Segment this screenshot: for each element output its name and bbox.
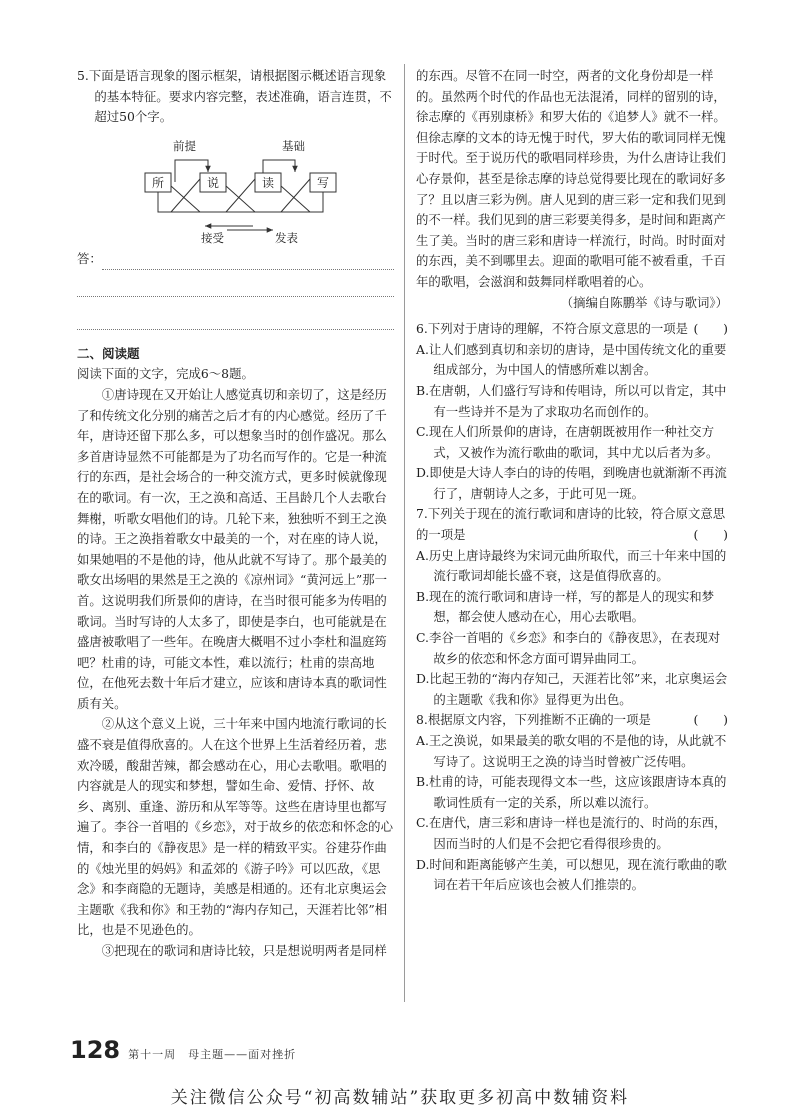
option-a: A.历史上唐诗最终为宋词元曲所取代，而三十年来中国的流行歌词却能长盛不衰，这是值得欣喜的。 — [416, 547, 727, 584]
question-5-stem: 5.下面是语言现象的图示框架，请根据图示概述语言现象的基本特征。要求内容完整，表述准确，语言连贯，不超过50个字。 — [77, 68, 392, 125]
passage-source: （摘编自陈鹏举《诗与歌词》） — [560, 294, 728, 310]
answer-label: 答： — [77, 251, 102, 267]
option-c: C.现在人们所景仰的唐诗，在唐朝既被用作一种社交方式，又被作为流行歌曲的歌词，其中尤以后者为多。 — [416, 424, 719, 460]
diagram-cross-line — [281, 186, 310, 212]
option-b: B.在唐朝，人们盛行写诗和传唱诗，所以可以肯定，其中有一些诗并不是为了求取功名而创作的。 — [416, 382, 727, 419]
diagram-label-premise: 前提 — [173, 138, 196, 153]
watermark-text: 关注微信公众号“初高数辅站”获取更多初高中数辅资料 — [170, 1088, 630, 1108]
diagram-label-receive: 接受 — [201, 230, 224, 244]
passage-paragraph-3-start: ③把现在的歌词和唐诗比较，只是想说明两者是同样 — [101, 943, 387, 958]
option-a: A.让人们感到真切和亲切的唐诗，是中国传统文化的重要组成部分，为中国人的情感所难以割舍。 — [416, 341, 727, 378]
answer-line[interactable] — [77, 244, 394, 270]
answer-bracket[interactable]: ( ) — [693, 712, 728, 728]
page-footer — [70, 1036, 296, 1064]
diagram-cross-line — [281, 179, 310, 212]
diagram-cross-line — [226, 179, 255, 212]
answer-bracket[interactable]: ( ) — [693, 321, 728, 337]
diagram-cross-line — [226, 186, 255, 212]
question-stem: 6.下列对于唐诗的理解，不符合原文意思的一项是 ( ) — [416, 319, 728, 340]
section-instruction: 阅读下面的文字，完成6～8题。 — [77, 366, 254, 382]
question-stem: 8.根据原文内容，下列推断不正确的一项是 ( ) — [416, 710, 728, 731]
diagram-box-listen-text: 所 — [152, 175, 165, 190]
answer-line[interactable] — [77, 270, 394, 297]
left-column — [77, 66, 394, 962]
diagram-cross-line — [171, 179, 200, 212]
option-d: D.时间和距离能够产生美，可以想见，现在流行歌曲的歌词在若干年后应该也会被人们推崇的。 — [416, 856, 727, 893]
passage-paragraph-2: ②从这个意义上说，三十年来中国内地流行歌词的长盛不衰是值得欣喜的。人在这个世界上生活着经历着，悲欢冷暖，酸甜苦辣，都会感动在心，用心去歌唱。歌唱的内容就是人的现实和梦想，譬如生命、爱情、抒怀、故乡、离别、重逢、游历和从军等等。这些在唐诗里也都写遍了。李谷一首唱的《乡恋》，对于故乡的依恋和怀念的心情，和李白的《静夜思》是一样的精致平实。谷建芬作曲的《烛光里的妈妈》和孟郊的《游子吟》可以匹敌，《思念》和李商隐的无题诗，美感是相通的。还有北京奥运会主题歌《我和你》和王勃的“海内存知己，天涯若比邻”相比，也是不见逊色的。 — [77, 716, 393, 938]
answer-bracket[interactable]: ( ) — [693, 527, 728, 543]
right-column — [416, 66, 728, 896]
option-d: D.比起王勃的“海内存知己，天涯若比邻”来，北京奥运会的主题歌《我和你》显得更为出色。 — [416, 671, 728, 707]
option-a: A.王之涣说，如果最美的歌女唱的不是他的诗，从此就不写诗了。这说明王之涣的诗当时曾被广泛传唱。 — [416, 733, 727, 769]
option-c: C.李谷一首唱的《乡恋》和李白的《静夜思》，在表现对故乡的依恋和怀念方面可谓异曲同工。 — [416, 630, 721, 666]
diagram-box-write-text: 写 — [317, 175, 330, 190]
option-b: B.现在的流行歌词和唐诗一样，写的都是人的现实和梦想，都会使人感动在心，用心去歌唱。 — [416, 588, 715, 625]
diagram-cross-line — [171, 186, 200, 212]
diagram-label-foundation: 基础 — [282, 138, 305, 153]
answer-dotted-line — [102, 255, 394, 270]
diagram-label-express: 发表 — [275, 230, 298, 244]
option-d: D.即使是大诗人李白的诗的传唱，到晚唐也就渐渐不再流行了，唐朝诗人之多，于此可见一斑。 — [416, 465, 727, 501]
option-b: B.杜甫的诗，可能表现得文本一些，这应该跟唐诗本真的歌词性质有一定的关系，所以难以流行。 — [416, 774, 727, 810]
question-8 — [416, 710, 728, 895]
question-6 — [416, 319, 728, 504]
option-c: C.在唐代，唐三彩和唐诗一样也是流行的、时尚的东西，因而当时的人们是不会把它看得很珍贵的。 — [416, 815, 727, 851]
question-7 — [416, 504, 728, 710]
answer-line[interactable] — [77, 303, 394, 330]
column-divider — [404, 64, 405, 1002]
passage-paragraph-1: ①唐诗现在又开始让人感觉真切和亲切了，这是经历了和传统文化分别的痛苦之后才有的内心感觉。经历了千年，唐诗还留下那么多，可以想象当时的创作盛况。那么多首唐诗显然不可能都是为了功名而写作的。它是一种流行的东西，是社会场合的一种交流方式，更多时候就像现在的歌词。有一次，王之涣和高适、王昌龄几个人去歌台舞榭，听歌女唱他们的诗。几轮下来，独独听不到王之涣的诗。王之涣指着歌女中最美的一个，对在座的诗人说，如果她唱的不是他的诗，他从此就不写诗了。那个最美的歌女出场唱的果然是王之涣的《凉州词》“黄河远上”那一首。这说明我们所景仰的唐诗，在当时很可能多为传唱的歌词。当时写诗的人太多了，即使是李白，也可能就是在盛唐被歌唱了一些年。在晚唐大概唱不过小李杜和温庭筠吧？杜甫的诗，可能文本性，难以流行；杜甫的崇高地位，在他死去数十年后才建立，应该和唐诗本真的歌词性质有关。 — [77, 386, 388, 711]
section-title: 二、阅读题 — [77, 345, 140, 361]
question-stem: 7.下列关于现在的流行歌词和唐诗的比较，符合原文意思的一项是 ( ) — [416, 504, 728, 545]
page-number: 128 — [70, 1036, 121, 1064]
language-diagram — [77, 132, 394, 244]
footer-text: 第十一周 母主题——面对挫折 — [128, 1048, 297, 1061]
diagram-box-speak-text: 说 — [207, 175, 220, 190]
passage-paragraph-3-end: 的东西。尽管不在同一时空，两者的文化身份却是一样的。虽然两个时代的作品也无法混淆，同样的留别的诗，徐志摩的《再别康桥》和罗大佑的《追梦人》就不一样。但徐志摩的文本的诗无愧于时代，罗大佑的歌词同样无愧于时代。至于说历代的歌唱同样珍贵，为什么唐诗让我们心存景仰，甚至是徐志摩的诗总觉得要比现在的歌词好多了？且以唐三彩为例。唐人见到的唐三彩一定和我们见到的不一样。我们见到的唐三彩要美得多，是时间和距离产生了美。当时的唐三彩和唐诗一样流行，时尚。时时面对的东西，美不到哪里去。迎面的歌唱可能不被看重，千百年的歌唱，会滋润和鼓舞同样歌唱着的心。 — [416, 68, 726, 289]
diagram-box-read-text: 读 — [262, 175, 275, 190]
